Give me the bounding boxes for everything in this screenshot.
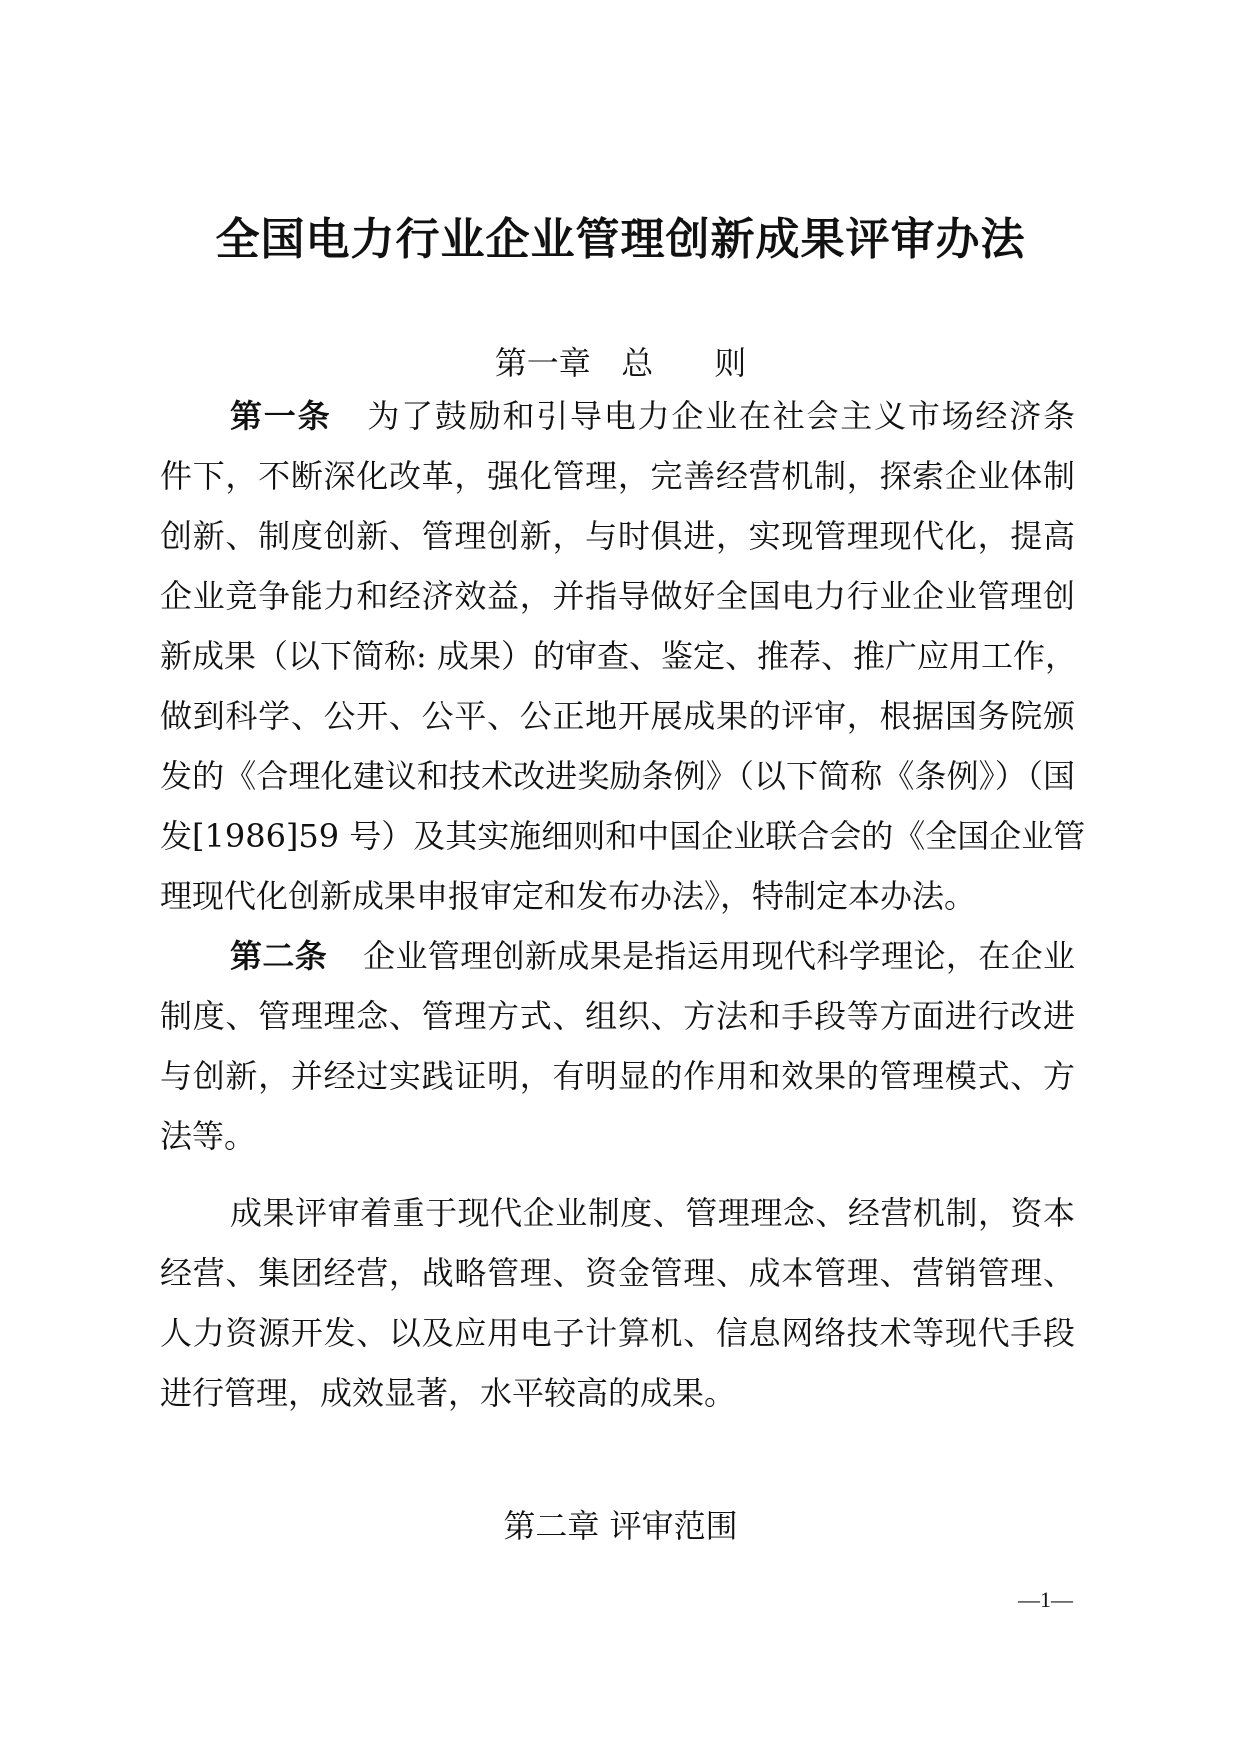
page-number: —1— xyxy=(1018,1587,1073,1612)
chapter-2-heading: 第二章 评审范围 xyxy=(503,1507,738,1545)
article-1-line-3: 创新、制度创新、管理创新，与时俱进，实现管理现代化，提高 xyxy=(160,517,1075,555)
article-2-line-4: 法等。 xyxy=(160,1117,257,1155)
article-1-line-5: 新成果（以下简称: 成果）的审查、鉴定、推荐、推广应用工作， xyxy=(160,637,1077,675)
article-1-line-9: 理现代化创新成果申报审定和发布办法》，特制定本办法。 xyxy=(160,877,977,915)
article-1-line-6: 做到科学、公开、公平、公正地开展成果的评审，根据国务院颁 xyxy=(160,697,1075,735)
article-1-head: 第一条 xyxy=(230,397,332,435)
article-1-line-2: 件下，不断深化改革，强化管理，完善经营机制，探索企业体制 xyxy=(160,457,1075,495)
page-title: 全国电力行业企业管理创新成果评审办法 xyxy=(215,214,1026,265)
article-2-line-1 xyxy=(230,932,1075,980)
article-2-line-2: 制度、管理理念、管理方式、组织、方法和手段等方面进行改进 xyxy=(160,997,1075,1035)
article-2-text-1: 企业管理创新成果是指运用现代科学理论，在企业 xyxy=(363,937,1075,975)
paragraph-3-line-4: 进行管理，成效显著，水平较高的成果。 xyxy=(160,1374,737,1412)
article-1-text-1: 为了鼓励和引导电力企业在社会主义市场经济条 xyxy=(367,397,1075,435)
paragraph-3-line-2: 经营、集团经营，战略管理、资金管理、成本管理、营销管理、 xyxy=(160,1254,1075,1292)
article-2-line-3: 与创新，并经过实践证明，有明显的作用和效果的管理模式、方 xyxy=(160,1057,1075,1095)
paragraph-3-line-3: 人力资源开发、以及应用电子计算机、信息网络技术等现代手段 xyxy=(160,1314,1075,1352)
article-1-line-8: 发[1986]59 号）及其实施细则和中国企业联合会的《全国企业管 xyxy=(160,817,1086,855)
article-1-line-1 xyxy=(230,392,1075,440)
chapter-1-heading: 第一章 总 则 xyxy=(494,344,747,382)
article-1-line-7: 发的《合理化建议和技术改进奖励条例》（以下简称《条例》）（国 xyxy=(160,757,1075,795)
paragraph-3-line-1: 成果评审着重于现代企业制度、管理理念、经营机制，资本 xyxy=(230,1194,1075,1232)
article-1-line-4: 企业竞争能力和经济效益，并指导做好全国电力行业企业管理创 xyxy=(160,577,1075,615)
article-2-head: 第二条 xyxy=(230,937,328,975)
